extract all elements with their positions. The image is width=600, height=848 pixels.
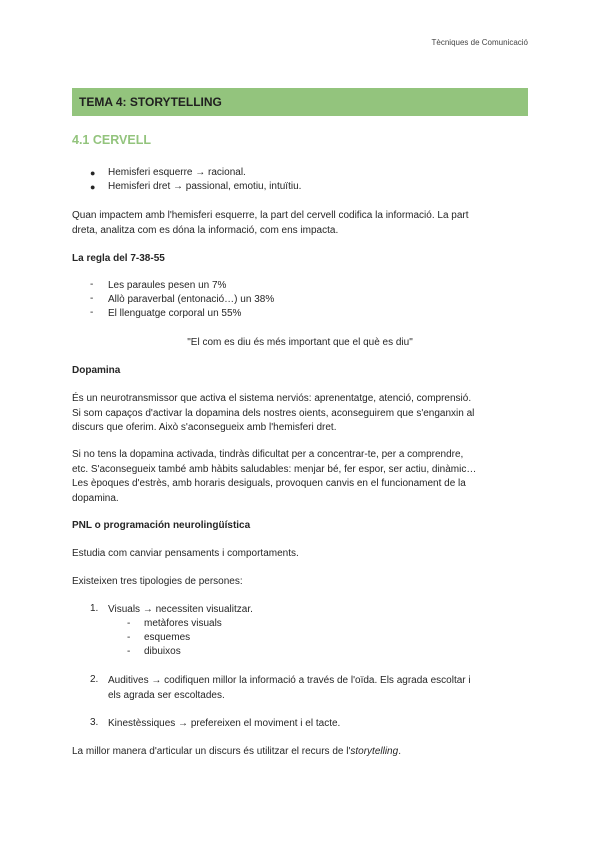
closing-prefix: La millor manera d'articular un discurs és utilitzar el recurs de l' [72,746,351,757]
paragraph-line: És un neurotransmissor que activa el sistema nerviós: aprenentatge, atenció, comprensió. [72,393,472,404]
dash-marker: - [127,632,131,643]
bullet-icon: ● [90,182,96,192]
rule-heading: La regla del 7-38-55 [72,253,165,264]
list-number: 2. [90,674,99,685]
page-header-course: Tècniques de Comunicació [431,38,528,47]
typology-subitem: esquemes [144,632,191,643]
rule-item: Les paraules pesen un 7% [108,280,227,291]
chapter-title-bar [72,88,528,116]
paragraph-line: etc. S'aconsegueix també amb hàbits saludables: menjar bé, fer espor, ser actiu, dinàmic… [72,463,477,475]
paragraph-line: dreta, analitza com es dóna la informació, com ens impacta. [72,224,339,236]
dash-marker: - [90,293,94,304]
typology-subitem: metàfores visuals [144,618,222,629]
typology-item: Visuals → necessiten visualitzar. [108,604,253,615]
paragraph-line: discurs que oferim. Això s'aconsegueix amb l'hemisferi dret. [72,422,337,433]
paragraph-line: Si som capaços d'activar la dopamina dels nostres oients, aconseguirem que s'enganxin al [72,407,475,419]
pnl-typologies-intro: Existeixen tres tipologies de persones: [72,576,243,587]
typology-item: Auditives → codifiquen millor la informació a través de l'oïda. Els agrada escoltar i [108,675,471,686]
pnl-intro: Estudia com canviar pensaments i comportaments. [72,548,299,559]
rule-quote: "El com es diu és més important que el què es diu" [187,337,413,348]
typology-item: Kinestèssiques → prefereixen el moviment i el tacte. [108,718,341,729]
rule-item: Allò paraverbal (entonació…) un 38% [108,294,275,305]
pnl-heading: PNL o programación neurolingüística [72,520,251,531]
hemisphere-item: Hemisferi dret → passional, emotiu, intuïtiu. [108,181,302,192]
closing-paragraph [72,745,401,760]
typology-item: els agrada ser escoltades. [108,689,225,701]
dash-marker: - [90,279,94,290]
typology-subitem: dibuixos [144,646,181,657]
paragraph-line: dopamina. [72,492,119,504]
closing-suffix: . [398,746,401,757]
paragraph-line: Les èpoques d'estrès, amb horaris desiguals, provoquen canvis en el funcionament de la [72,478,466,489]
chapter-title: TEMA 4: STORYTELLING [79,95,222,109]
list-number: 1. [90,603,99,614]
dopamine-heading: Dopamina [72,365,121,376]
paragraph-line: Si no tens la dopamina activada, tindràs dificultat per a concentrar-te, per a comprendre, [72,449,464,460]
section-heading: 4.1 CERVELL [72,133,151,147]
dash-marker: - [90,307,94,318]
closing-emphasis: storytelling [350,746,399,757]
rule-item: El llenguatge corporal un 55% [108,308,242,319]
bullet-icon: ● [90,168,96,178]
dash-marker: - [127,646,131,657]
hemisphere-item: Hemisferi esquerre → racional. [108,167,246,178]
paragraph-line: Quan impactem amb l'hemisferi esquerre, la part del cervell codifica la informació. La part [72,210,469,221]
list-number: 3. [90,717,99,728]
dash-marker: - [127,618,131,629]
